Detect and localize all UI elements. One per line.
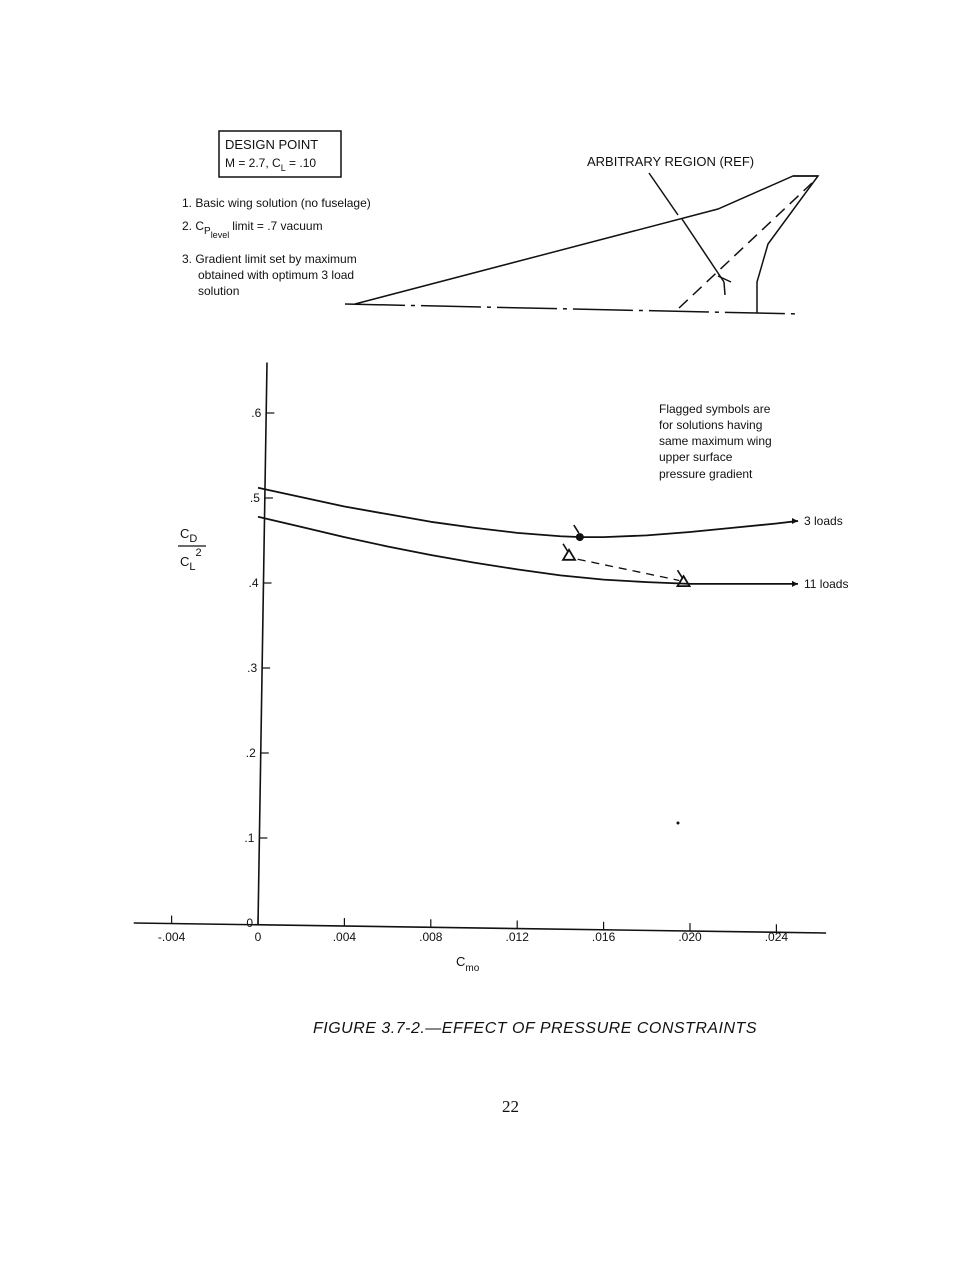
- notes-list: [182, 196, 371, 298]
- dashed-connector: [578, 559, 680, 580]
- series-line-eleven-loads: [258, 517, 798, 584]
- design-point-box: [219, 131, 341, 177]
- region-leader-1: [649, 173, 678, 215]
- chart: [134, 363, 849, 945]
- x-tick-label: .008: [419, 930, 443, 944]
- y-axis-line: [258, 363, 267, 926]
- svg-text:CD: $C_D$: [180, 526, 198, 545]
- axes: [134, 363, 826, 934]
- design-point-title: DESIGN POINT: [225, 137, 319, 152]
- flagged-circle-marker: [576, 533, 584, 541]
- note-3-line-3: solution: [198, 284, 240, 298]
- series-label: 3 loads: [804, 513, 843, 528]
- note-1: 1. Basic wing solution (no fuselage): [182, 196, 371, 210]
- region-label: ARBITRARY REGION (REF): [587, 154, 755, 169]
- note-2: 2. $C_{Plevel}limit = .7$ vacuum: [182, 219, 323, 240]
- y-tick-label: .6: [251, 406, 262, 420]
- marker-flag: [574, 525, 579, 533]
- svg-text:M = 2.7, CL = .10: M = 2.7, $C_L = .10$: [225, 156, 317, 173]
- figure-caption: FIGURE 3.7-2.—EFFECT OF PRESSURE CONSTRAINTS: [313, 1020, 757, 1037]
- series-arrowhead: [792, 581, 798, 587]
- x-tick-label: .024: [764, 930, 789, 944]
- svg-text:CL2: $C_L^2$: [180, 547, 202, 573]
- series-labels: [804, 514, 848, 591]
- series-arrowhead: [792, 518, 798, 524]
- page-number: 22: [502, 1097, 519, 1116]
- series-label: 11 loads: [804, 576, 849, 591]
- y-tick-label: .2: [245, 746, 256, 760]
- x-tick-label: -.004: [157, 930, 186, 944]
- flag-note-line-4: upper surface: [659, 450, 733, 464]
- y-tick-label: .4: [248, 576, 259, 590]
- x-tick-label: .020: [678, 930, 702, 944]
- speck: [677, 822, 680, 825]
- series-lines: [258, 488, 798, 587]
- flag-note-line-2: for solutions having: [659, 418, 763, 432]
- wing-planform: [345, 173, 818, 314]
- y-tick-label: .1: [244, 831, 255, 845]
- x-axis-label: $C_{mo}$: [456, 954, 480, 974]
- note-3-line-2: obtained with optimum 3 load: [198, 268, 355, 282]
- y-tick-label: 0: [246, 916, 253, 930]
- flag-note-line-3: same maximum wing: [659, 434, 772, 448]
- x-tick-label: .012: [505, 930, 529, 944]
- y-tick-label: .5: [249, 491, 260, 505]
- x-tick-label: .004: [332, 930, 357, 944]
- region-marker: [718, 276, 731, 295]
- marker-flag: [563, 544, 568, 552]
- marker-flag: [678, 570, 683, 578]
- x-tick-label: .016: [591, 930, 616, 944]
- flagged-triangle-marker: [678, 576, 690, 586]
- flag-note: [659, 402, 772, 481]
- flag-note-line-5: pressure gradient: [659, 467, 753, 481]
- flag-note-line-1: Flagged symbols are: [659, 402, 771, 416]
- y-axis-label: [178, 526, 206, 573]
- series-line-three-loads: [258, 488, 798, 537]
- x-tick-label: 0: [254, 930, 262, 944]
- y-tick-label: .3: [247, 661, 258, 675]
- flagged-triangle-marker: [563, 550, 575, 560]
- region-leader-2: [682, 219, 724, 282]
- note-3-line-1: 3. Gradient limit set by maximum: [182, 252, 357, 266]
- x-axis-line: [134, 923, 826, 933]
